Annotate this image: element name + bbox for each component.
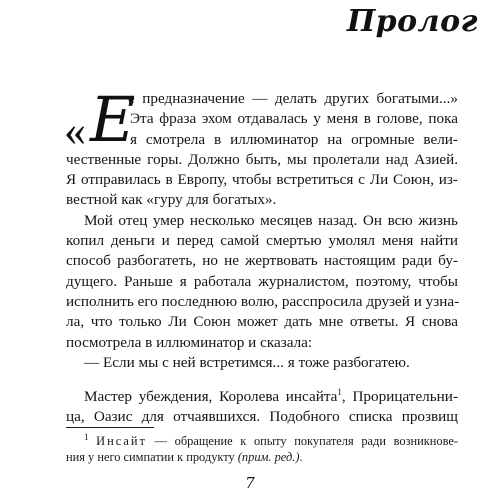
text-line: копил деньги и перед самой смертью умолял меня найти [66,232,458,250]
drop-cap-quote: « [64,106,86,155]
paragraph-1 [66,83,458,156]
text-line: Я отправилась в Европу, чтобы встретиться с Ли Союн, из- [66,171,458,189]
footnote-line [66,449,458,465]
text-line: исполнить его последнюю волю, расспросила друзей и узна- [66,292,460,310]
footnote-term: Инсайт [96,434,147,448]
text-line: Мой отец умер несколько месяцев назад. Он всю жизнь [84,211,458,229]
text-line: способ разбогатеть, но не жертвовать настоящим ради бу- [66,252,458,270]
paragraph-3 [66,353,458,373]
chapter-title: Пролог [346,4,478,39]
footnote-ref[interactable]: 1 [337,387,342,398]
text-line: посмотрела в иллюминатор и сказала: [66,333,313,351]
paragraph-2 [66,211,458,353]
footnote-text: — обращение к опыту покупателя ради возникнове- [146,434,458,448]
text-segment: Мастер убеждения, Королева инсайта [84,388,338,406]
text-line: Эта фраза эхом отдавалась у меня в голове, пока [130,110,458,128]
text-line: чественные горы. Должно быть, мы пролетали над Азией. [66,150,458,168]
page-number: 7 [245,474,255,492]
text-line: ца, Оазис для отчаявшихся. Подобного списка прозвищ [66,408,458,426]
text-line: ла, что только Ли Союн может дать мне ответы. Я снова [66,313,458,331]
footnote-number: 1 [84,431,89,442]
paragraph-gap [66,373,458,387]
text-line: вестной как «гуру для богатых». [66,191,277,209]
text-line: е предназначение — делать других богатыми...» [128,90,458,107]
footnote [66,433,458,465]
body-text [66,83,460,428]
footnote-text: . [299,450,303,464]
drop-cap-letter: Е [90,83,136,156]
footnote-text: ния у него симпатии к продукту [66,450,238,464]
text-line [66,387,458,407]
footnote-line [66,433,458,449]
text-line: я смотрела в иллюминатор на огромные вели- [130,130,458,148]
paragraph-4 [66,387,458,428]
text-line: — Если мы с ней встретимся... я тоже разбогатею. [84,353,410,371]
text-line: дущего. Раньше я работала журналистом, поэтому, чтобы [66,272,458,290]
text-segment: , Прорицательни- [341,388,458,406]
editor-note: (прим. ред.) [237,450,300,464]
footnote-divider [66,427,154,428]
